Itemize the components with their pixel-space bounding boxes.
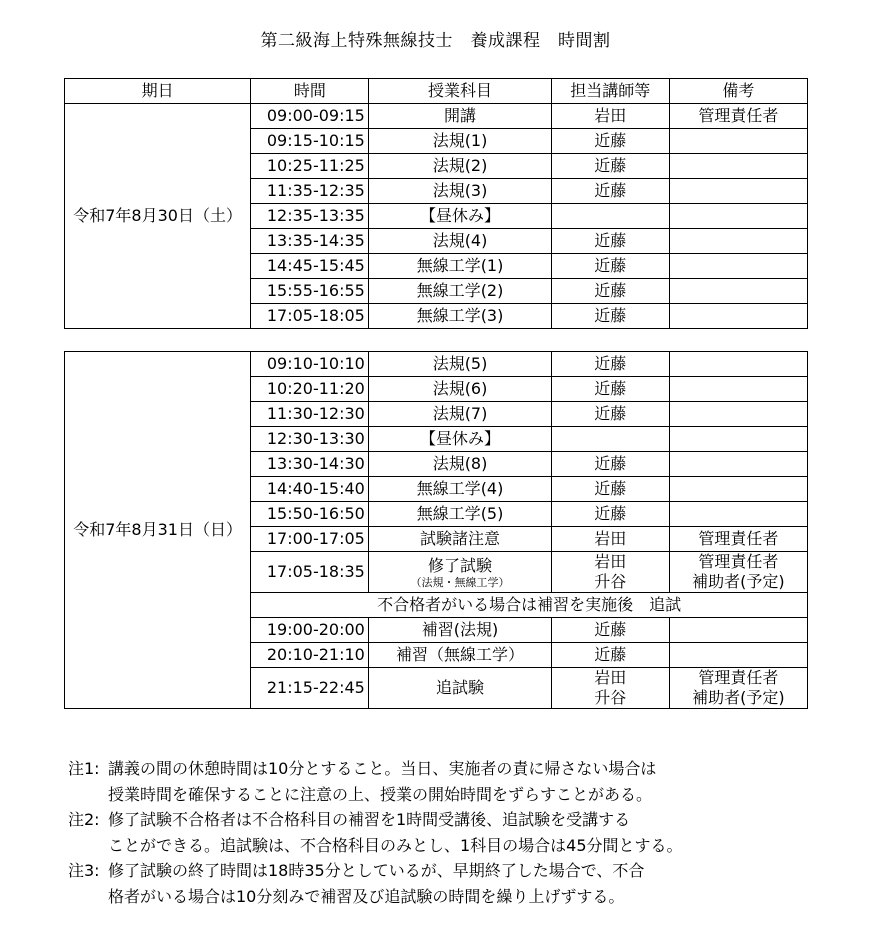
note-cell-line: 補助者(予定) bbox=[692, 572, 785, 591]
time-cell: 17:05-18:35 bbox=[251, 552, 369, 593]
instructor-cell: 近藤 bbox=[551, 643, 669, 668]
subject-cell: 法規(1) bbox=[369, 129, 551, 154]
note-cell bbox=[669, 377, 807, 402]
note-cell bbox=[669, 154, 807, 179]
subject-cell: 法規(8) bbox=[369, 452, 551, 477]
retest-banner: 不合格者がいる場合は補習を実施後 追試 bbox=[251, 593, 808, 618]
note-cell bbox=[669, 552, 807, 593]
time-cell: 21:15-22:45 bbox=[251, 668, 369, 709]
time-cell: 20:10-21:10 bbox=[251, 643, 369, 668]
notes-section bbox=[68, 756, 828, 909]
subject-cell: 開講 bbox=[369, 104, 551, 129]
note-item bbox=[68, 756, 828, 807]
time-cell: 12:30-13:30 bbox=[251, 427, 369, 452]
subject-cell: 法規(4) bbox=[369, 229, 551, 254]
subject-cell-line: 修了試験 bbox=[428, 555, 493, 575]
note-line: ことができる。追試験は、不合格科目のみとし、1科目の場合は45分間とする。 bbox=[108, 835, 683, 855]
instructor-cell: 岩田 bbox=[551, 527, 669, 552]
time-cell: 13:35-14:35 bbox=[251, 229, 369, 254]
instructor-cell: 近藤 bbox=[551, 254, 669, 279]
note-cell bbox=[669, 279, 807, 304]
note-cell-line: 補助者(予定) bbox=[692, 688, 785, 707]
note-cell bbox=[669, 427, 807, 452]
header-note: 備考 bbox=[669, 79, 807, 104]
subject-cell: 補習（無線工学） bbox=[369, 643, 551, 668]
instructor-cell: 近藤 bbox=[551, 352, 669, 377]
instructor-cell: 近藤 bbox=[551, 279, 669, 304]
note-cell bbox=[669, 643, 807, 668]
instructor-cell bbox=[551, 427, 669, 452]
subject-cell: 【昼休み】 bbox=[369, 204, 551, 229]
page-title: 第二級海上特殊無線技士 養成課程 時間割 bbox=[260, 31, 611, 51]
note-cell bbox=[669, 254, 807, 279]
subject-cell: 補習(法規) bbox=[369, 618, 551, 643]
note-cell bbox=[669, 304, 807, 329]
instructor-cell-line: 升谷 bbox=[594, 688, 627, 707]
instructor-cell-line: 岩田 bbox=[594, 552, 627, 571]
header-subject: 授業科目 bbox=[369, 79, 551, 104]
subject-cell: 無線工学(5) bbox=[369, 502, 551, 527]
note-line: 修了試験の終了時間は18時35分としているが、早期終了した場合で、不合 bbox=[108, 861, 645, 880]
time-cell: 09:10-10:10 bbox=[251, 352, 369, 377]
note-line: 修了試験不合格者は不合格科目の補習を1時間受講後、追試験を受講する bbox=[108, 810, 631, 829]
subject-cell: 法規(3) bbox=[369, 179, 551, 204]
note-label: 注2: bbox=[68, 810, 100, 829]
header-time: 時間 bbox=[251, 79, 369, 104]
note-item bbox=[68, 858, 828, 909]
instructor-cell: 近藤 bbox=[551, 179, 669, 204]
subject-cell: 無線工学(1) bbox=[369, 254, 551, 279]
note-cell bbox=[669, 452, 807, 477]
time-cell: 14:45-15:45 bbox=[251, 254, 369, 279]
subject-cell: 試験諸注意 bbox=[369, 527, 551, 552]
note-item bbox=[68, 807, 828, 858]
time-cell: 10:25-11:25 bbox=[251, 154, 369, 179]
instructor-cell: 岩田 bbox=[551, 104, 669, 129]
note-cell bbox=[669, 179, 807, 204]
note-cell bbox=[669, 402, 807, 427]
header-instructor: 担当講師等 bbox=[551, 79, 669, 104]
instructor-cell: 近藤 bbox=[551, 502, 669, 527]
note-cell bbox=[669, 618, 807, 643]
time-cell: 11:30-12:30 bbox=[251, 402, 369, 427]
time-cell: 15:50-16:50 bbox=[251, 502, 369, 527]
subject-cell: 無線工学(3) bbox=[369, 304, 551, 329]
header-date: 期日 bbox=[65, 79, 251, 104]
time-cell: 11:35-12:35 bbox=[251, 179, 369, 204]
subject-cell-line: （法規・無線工学） bbox=[410, 575, 510, 589]
timetable-day1 bbox=[64, 78, 808, 329]
subject-cell: 法規(5) bbox=[369, 352, 551, 377]
table-row bbox=[65, 352, 808, 377]
note-cell: 管理責任者 bbox=[669, 104, 807, 129]
note-cell bbox=[669, 477, 807, 502]
instructor-cell bbox=[551, 204, 669, 229]
time-cell: 17:05-18:05 bbox=[251, 304, 369, 329]
table-row bbox=[65, 104, 808, 129]
instructor-cell: 近藤 bbox=[551, 154, 669, 179]
subject-cell: 【昼休み】 bbox=[369, 427, 551, 452]
instructor-cell bbox=[551, 552, 669, 593]
instructor-cell: 近藤 bbox=[551, 618, 669, 643]
subject-cell: 無線工学(4) bbox=[369, 477, 551, 502]
date-cell: 令和7年8月30日（土） bbox=[65, 104, 251, 329]
instructor-cell: 近藤 bbox=[551, 477, 669, 502]
subject-cell: 法規(7) bbox=[369, 402, 551, 427]
timetable-day2 bbox=[64, 351, 808, 709]
time-cell: 15:55-16:55 bbox=[251, 279, 369, 304]
time-cell: 14:40-15:40 bbox=[251, 477, 369, 502]
subject-cell: 無線工学(2) bbox=[369, 279, 551, 304]
time-cell: 10:20-11:20 bbox=[251, 377, 369, 402]
instructor-cell: 近藤 bbox=[551, 452, 669, 477]
note-label: 注3: bbox=[68, 861, 100, 880]
time-cell: 13:30-14:30 bbox=[251, 452, 369, 477]
instructor-cell: 近藤 bbox=[551, 304, 669, 329]
note-cell: 管理責任者 bbox=[669, 527, 807, 552]
note-line: 講義の間の休憩時間は10分とすること。当日、実施者の責に帰さない場合は bbox=[108, 759, 657, 778]
instructor-cell-line: 升谷 bbox=[594, 572, 627, 591]
note-cell-line: 管理責任者 bbox=[698, 668, 779, 687]
time-cell: 09:15-10:15 bbox=[251, 129, 369, 154]
subject-cell: 追試験 bbox=[369, 668, 551, 709]
time-cell: 17:00-17:05 bbox=[251, 527, 369, 552]
note-cell bbox=[669, 204, 807, 229]
instructor-cell-line: 岩田 bbox=[594, 668, 627, 687]
note-cell bbox=[669, 502, 807, 527]
subject-cell bbox=[369, 552, 551, 593]
note-line: 授業時間を確保することに注意の上、授業の開始時間をずらすことがある。 bbox=[108, 784, 653, 804]
table-header-row bbox=[65, 79, 808, 104]
note-line: 格者がいる場合は10分刻みで補習及び追試験の時間を繰り上げずする。 bbox=[108, 886, 625, 906]
subject-cell: 法規(6) bbox=[369, 377, 551, 402]
note-cell-line: 管理責任者 bbox=[698, 552, 779, 571]
instructor-cell: 近藤 bbox=[551, 129, 669, 154]
date-cell: 令和7年8月31日（日） bbox=[65, 352, 251, 709]
time-cell: 09:00-09:15 bbox=[251, 104, 369, 129]
time-cell: 19:00-20:00 bbox=[251, 618, 369, 643]
note-cell bbox=[669, 352, 807, 377]
instructor-cell: 近藤 bbox=[551, 377, 669, 402]
time-cell: 12:35-13:35 bbox=[251, 204, 369, 229]
note-cell bbox=[669, 229, 807, 254]
instructor-cell: 近藤 bbox=[551, 229, 669, 254]
instructor-cell: 近藤 bbox=[551, 402, 669, 427]
subject-cell: 法規(2) bbox=[369, 154, 551, 179]
note-cell bbox=[669, 129, 807, 154]
note-cell bbox=[669, 668, 807, 709]
instructor-cell bbox=[551, 668, 669, 709]
note-label: 注1: bbox=[68, 759, 100, 778]
